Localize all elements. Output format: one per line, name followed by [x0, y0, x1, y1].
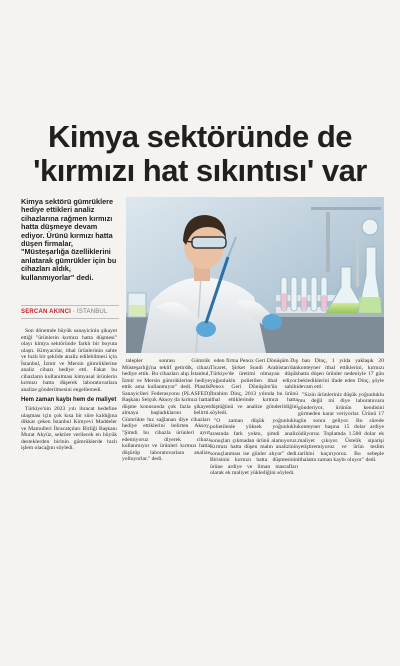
column-1-subheading: Hem zaman kaybı hem de maliyet	[21, 397, 117, 404]
headline-line-1: Kimya sektöründe de	[47, 119, 353, 154]
column-3-paragraph-2: "O zaman düşük yoğunluklu polietilenle yüksek yoğunluklu arasında fark yoktu, şimdi analiz sonuçları çıkmadan ürünü alamıyoruz. Kırmızı hatta düşen malın analizinin sonuçlanması ise günler alıyor" dedi. Birisinin kırmızı hatta düşmesinin ürüne ardiye ve liman masrafları olarak ek maliyet yüklediğini söyledi.	[210, 417, 298, 477]
column-4-paragraph-2: "Sizin ürünleriniz düşük yoğunluklu mu değil mi diye laboratuvara gönderiyor, ürünün kendisini görmeden karar veriyorlar. Ürünü 17 gün sonra geliyor. Bu sürede konteyner başına 15 dolar ardiye ödüyoruz. Toplamda 1.500 dolar ek maliyet çıkıyor. Üstelik siparişi yetiştiremiyoruz ve ürün teslim tarihini kaçırıyoruz. Bu sebeple ithalatta zaman kaybı oluyor" dedi.	[298, 391, 384, 464]
article-column-3	[210, 358, 298, 478]
column-4-paragraph-1: ban Dinç, 1 yılda yaklaşık 20 konteyner ithal ettiklerini, kırmızı hatta düşen ürünler nedeniyle 17 gün beklediklerini ifade eden Dinç, şöyle devam etti:	[298, 358, 384, 391]
column-1-paragraph-1: Son dönemde büyük sanayicinin şikayet ettiği "ürünlerin kırmızı hatta düşmesi" olayı kimya sektöründe farklı bir boyuta ulaştı. Kimyacılar, ithal ürünlerinin sahte ve hızlı bir şekilde analiz edilebilmesi için İstanbul, İzmir ve Mersin gümrüklerine analiz cihazı hediye etti. Fakat bu cihazların kullanılması kimyasal ürünlerin kırmızı hatta düşerek laboratuvarlara analize gönderilmesini engellemedi.	[21, 328, 117, 393]
column-1-paragraph-2: Türkiye'nin 2023 yılı ihracat hedefine ulaşması için çok kısa bir süre kaldığına dikkat çeken İstanbul Kimyevi Maddeler ve Mamulleri İhracatçıları Birliği Başkanı Murat Akyüz, sektöre verilecek en büyük desteklerden birinin gümrüklerde hızlı işlem olacağını söyledi.	[21, 406, 117, 452]
column-2-paragraph-1: talepler sonrası Gümrük Müsteşarlığı'na teklif getirdik, cihazı hediye ettik. Bu cihazları alıp İstanbul, İzmir ve Mersin gümrüklerine hediye ettik ama kullanmıyor" dedi. Plastik Sanayicileri Federasyonu (PLASFED) Başkanı Selçuk Aksoy da kırmızı hatta düşme konusunda çok fazla şikayet almaya başladıklarını belirtti. Gümrükte hız sağlanan diye cihazları hediye ettiklerini belirten Aksoy, "Şimdi bu cihazla ürünleri ayırt edemiyoruz diyerek cihazı kullanmıyor ve ürünleri kırmızı hatta düşürüp laboratuvarlara analize yolluyorlar." dedi.	[122, 358, 210, 463]
byline-name: SERCAN AKINCI	[21, 309, 72, 315]
article-column-1	[21, 328, 117, 453]
scientist-lab-photo	[126, 197, 384, 353]
column-3-paragraph-1: eden firma Penox Geri Dönüşüm Dış Ticaret, Şirket Suudi Arabistan'dan Türkiye'de üretimi olmayan düşük yoğunluklu polietilen ithal ediyor. Penox Geri Dönüşüm'ün sahibi İbrahim Dinç, 2013 yılında bu ürünü ithal ettiklerinde kırmızı hatta düştüğünü ve analize gönderildiğini söyledi.	[210, 358, 298, 417]
lead-paragraph: Kimya sektörü gümrüklere hediye ettikleri analiz cihazlarına rağmen kırmızı hatta düşmeye devam ediyor. Ürünü kırmızı hatta düşen firmalar, "Müsteşarlığa özelliklerini anlatarak gümrükler için bu cihazları aldık, kullanmıyorlar" dedi.	[21, 197, 117, 282]
article-lead	[21, 198, 118, 284]
byline-location: İSTANBUL	[77, 309, 108, 315]
headline-line-2: 'kırmızı hat sıkıntısı' var	[33, 153, 367, 188]
byline: SERCAN AKINCI · İSTANBUL	[21, 305, 119, 319]
article-column-4	[298, 358, 384, 465]
article-headline	[0, 120, 400, 188]
article-column-2	[122, 358, 210, 464]
